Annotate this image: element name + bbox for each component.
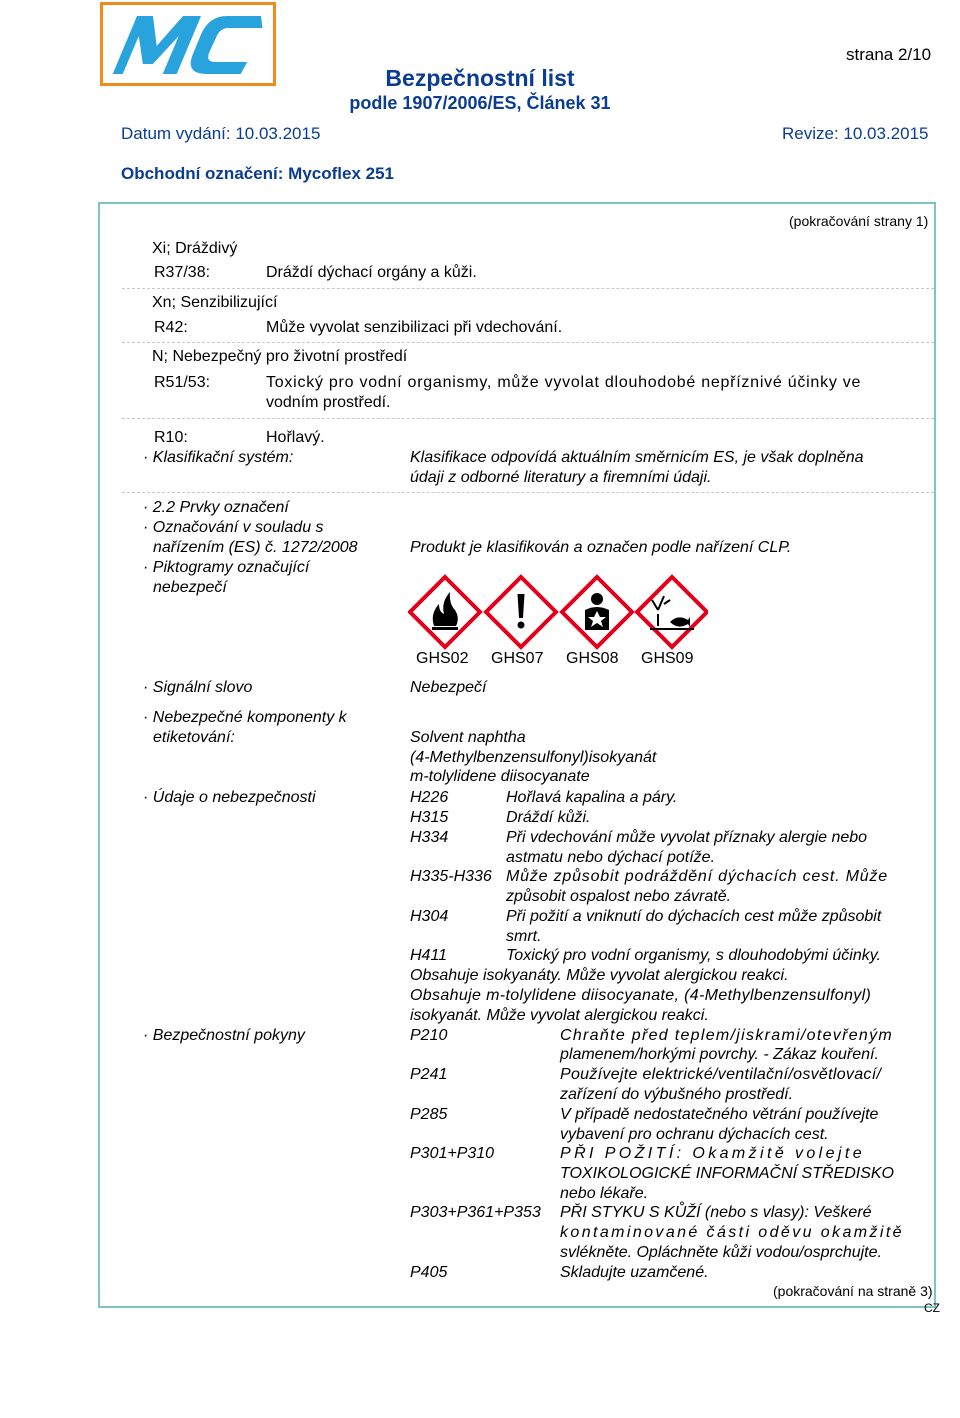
p303-text-line-1: PŘI STYKU S KŮŽÍ (nebo s vlasy): Veškeré (560, 1204, 872, 1221)
section-2-2-heading: · 2.2 Prvky označení (143, 499, 289, 516)
divider (122, 492, 934, 493)
h334-text-line-2: astmatu nebo dýchací potíže. (506, 849, 716, 866)
issue-date: Datum vydání: 10.03.2015 (121, 124, 321, 143)
pictograms-label-line-1: · Piktogramy označující (143, 559, 310, 576)
r5153-text-line-2: vodním prostředí. (266, 394, 391, 411)
p241-code: P241 (410, 1066, 448, 1083)
h304-code: H304 (410, 908, 449, 925)
p210-text-line-1: Chraňte před teplem/jiskrami/otevřeným (560, 1027, 894, 1044)
p303-text-line-3: svlékněte. Opláchněte kůži vodou/osprchujte. (560, 1244, 882, 1261)
language-code: CZ (924, 1301, 940, 1315)
document-subtitle: podle 1907/2006/ES, Článek 31 (349, 93, 611, 113)
p241-text-line-1: Používejte elektrické/ventilační/osvětlovací/ (560, 1066, 882, 1083)
p301-text-line-1: PŘI POŽITÍ: Okamžitě volejte (560, 1145, 866, 1162)
revision-date: Revize: 10.03.2015 (782, 124, 929, 143)
signal-word-label: · Signální slovo (143, 679, 253, 696)
health-hazard-icon (562, 577, 632, 647)
components-label-line-2: etiketování: (153, 729, 235, 746)
p285-text-line-2: vybavení pro ochranu dýchacích cest. (560, 1126, 829, 1143)
p285-text-line-1: V případě nedostatečného větrání používejte (560, 1106, 879, 1123)
h334-code: H334 (410, 829, 449, 846)
classification-text-line-1: Klasifikace odpovídá aktuálním směrnicím ES, je však doplněna (410, 449, 864, 466)
trade-name: Obchodní označení: Mycoflex 251 (121, 164, 395, 183)
page-number: strana 2/10 (846, 45, 932, 64)
h334-text-line-1: Při vdechování může vyvolat příznaky alergie nebo (506, 829, 868, 846)
p303-text-line-2: kontaminované části oděvu okamžitě (560, 1224, 904, 1241)
hazard-statements-label: · Údaje o nebezpečnosti (143, 789, 316, 806)
n-header: N; Nebezpečný pro životní prostředí (152, 348, 408, 365)
classification-label: · Klasifikační systém: (143, 449, 294, 466)
pictogram-code-ghs02: GHS02 (416, 650, 469, 667)
p303-code: P303+P361+P353 (410, 1204, 541, 1221)
h315-text: Dráždí kůži. (506, 809, 591, 826)
continued-to-note: (pokračování na straně 3) (773, 1283, 933, 1299)
classification-text-line-2: údaji z odborné literatury a firemními údaji. (410, 469, 712, 486)
document-title: Bezpečnostní list (385, 65, 575, 91)
divider (122, 342, 934, 343)
h335-text-line-1: Může způsobit podráždění dýchacích cest. Může (506, 868, 888, 885)
pictogram-code-ghs07: GHS07 (491, 650, 544, 667)
exclamation-mark-icon (486, 577, 556, 647)
xi-header: Xi; Dráždivý (152, 240, 238, 257)
pictogram-code-ghs08: GHS08 (566, 650, 619, 667)
r42-code: R42: (154, 319, 188, 336)
p285-code: P285 (410, 1106, 448, 1123)
clp-label-line-2: nařízením (ES) č. 1272/2008 (153, 539, 358, 556)
h411-code: H411 (410, 947, 448, 964)
divider (122, 288, 934, 289)
divider (122, 418, 934, 419)
h335-code: H335-H336 (410, 868, 492, 885)
h226-text: Hořlavá kapalina a páry. (506, 789, 678, 806)
r10-code: R10: (154, 429, 188, 446)
p301-code: P301+P310 (410, 1145, 495, 1162)
component-item: m-tolylidene diisocyanate (410, 768, 590, 785)
p405-code: P405 (410, 1264, 448, 1281)
components-label-line-1: · Nebezpečné komponenty k (143, 709, 347, 726)
r10-text: Hořlavý. (266, 429, 325, 446)
h226-code: H226 (410, 789, 449, 806)
h411-text: Toxický pro vodní organismy, s dlouhodobými účinky. (506, 947, 881, 964)
clp-text: Produkt je klasifikován a označen podle nařízení CLP. (410, 539, 792, 556)
environment-icon (637, 577, 707, 647)
r5153-text-line-1: Toxický pro vodní organismy, může vyvolat dlouhodobé nepříznivé účinky ve (266, 374, 862, 391)
p241-text-line-2: zařízení do výbušného prostředí. (560, 1086, 794, 1103)
ghs-pictograms (408, 574, 708, 650)
hazard-extra-line-3: isokyanát. Může vyvolat alergickou reakci. (410, 1007, 709, 1024)
p301-text-line-2: TOXIKOLOGICKÉ INFORMAČNÍ STŘEDISKO (560, 1165, 894, 1182)
hazard-extra-line-1: Obsahuje isokyanáty. Může vyvolat alergickou reakci. (410, 967, 789, 984)
pictograms-label-line-2: nebezpečí (153, 579, 227, 596)
xn-header: Xn; Senzibilizující (152, 294, 278, 311)
r3738-code: R37/38: (154, 264, 211, 281)
signal-word: Nebezpečí (410, 679, 487, 696)
r3738-text: Dráždí dýchací orgány a kůži. (266, 264, 477, 281)
component-item: (4-Methylbenzensulfonyl)isokyanát (410, 749, 657, 766)
p301-text-line-3: nebo lékaře. (560, 1185, 649, 1202)
continued-from-note: (pokračování strany 1) (789, 213, 929, 229)
h315-code: H315 (410, 809, 449, 826)
p405-text: Skladujte uzamčené. (560, 1264, 709, 1281)
component-item: Solvent naphtha (410, 729, 526, 746)
h304-text-line-1: Při požití a vniknutí do dýchacích cest může způsobit (506, 908, 882, 925)
r5153-code: R51/53: (154, 374, 211, 391)
h304-text-line-2: smrt. (506, 928, 542, 945)
clp-label-line-1: · Označování v souladu s (143, 519, 324, 536)
flame-icon (410, 577, 480, 647)
precautionary-statements-label: · Bezpečnostní pokyny (143, 1027, 305, 1044)
p210-code: P210 (410, 1027, 448, 1044)
p210-text-line-2: plamenem/horkými povrchy. - Zákaz kouření. (560, 1046, 879, 1063)
h335-text-line-2: způsobit ospalost nebo závratě. (506, 888, 732, 905)
r42-text: Může vyvolat senzibilizaci při vdechování. (266, 319, 563, 336)
pictogram-code-ghs09: GHS09 (641, 650, 694, 667)
hazard-extra-line-2: Obsahuje m-tolylidene diisocyanate, (4-Methylbenzensulfonyl) (410, 987, 872, 1004)
